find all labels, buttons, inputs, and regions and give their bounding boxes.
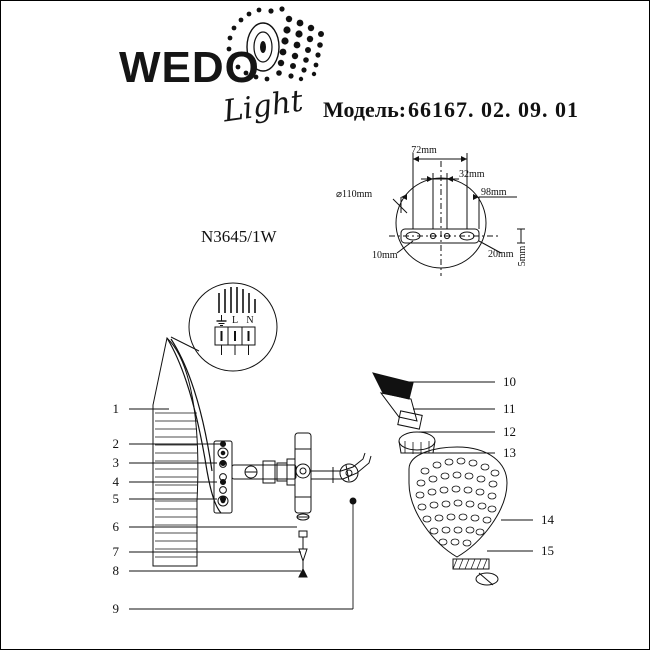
callout-6: 6 bbox=[112, 519, 119, 534]
spot-head bbox=[373, 373, 435, 454]
callout-3: 3 bbox=[112, 455, 119, 470]
dim-10mm: 10mm bbox=[372, 250, 398, 261]
callout-14: 14 bbox=[541, 512, 554, 527]
callout-15: 15 bbox=[541, 543, 554, 558]
hardware-stack bbox=[297, 514, 309, 577]
brand-subtitle: Light bbox=[220, 83, 306, 130]
callout-8: 8 bbox=[112, 563, 119, 578]
dim-32mm: 32mm bbox=[459, 169, 485, 180]
callout-5: 5 bbox=[112, 491, 119, 506]
callout-11: 11 bbox=[503, 401, 516, 416]
model-label: Модель: bbox=[323, 97, 407, 122]
callout-9: 9 bbox=[112, 601, 119, 616]
wall-mount-plate bbox=[295, 433, 311, 513]
callout-13: 13 bbox=[503, 445, 516, 460]
wall-panel bbox=[153, 338, 198, 566]
dim-diameter-110mm: ⌀110mm bbox=[336, 189, 373, 200]
dim-20mm: 20mm bbox=[488, 249, 514, 260]
terminal-label-l: L bbox=[231, 315, 239, 326]
callout-10: 10 bbox=[503, 374, 516, 389]
dim-98mm: 98mm bbox=[481, 187, 507, 198]
lamp-assembly-drawing bbox=[1, 1, 650, 651]
article-code: N3645/1W bbox=[201, 227, 277, 246]
dim-5mm: 5mm bbox=[517, 245, 528, 267]
callout-4: 4 bbox=[112, 474, 119, 489]
model-code: 66167. 02. 09. 01 bbox=[408, 97, 579, 122]
dim-72mm: 72mm bbox=[411, 145, 437, 156]
lamp-arm bbox=[232, 459, 296, 485]
shade-clip bbox=[453, 559, 489, 569]
brand-name-text: WEDO bbox=[119, 43, 260, 92]
callout-1: 1 bbox=[112, 401, 119, 416]
beaded-shade bbox=[409, 447, 507, 585]
mounting-bracket bbox=[214, 441, 232, 513]
callout-2: 2 bbox=[112, 436, 119, 451]
terminal-label-n: N bbox=[246, 315, 254, 326]
callout-12: 12 bbox=[503, 424, 516, 439]
callout-7: 7 bbox=[112, 544, 119, 559]
